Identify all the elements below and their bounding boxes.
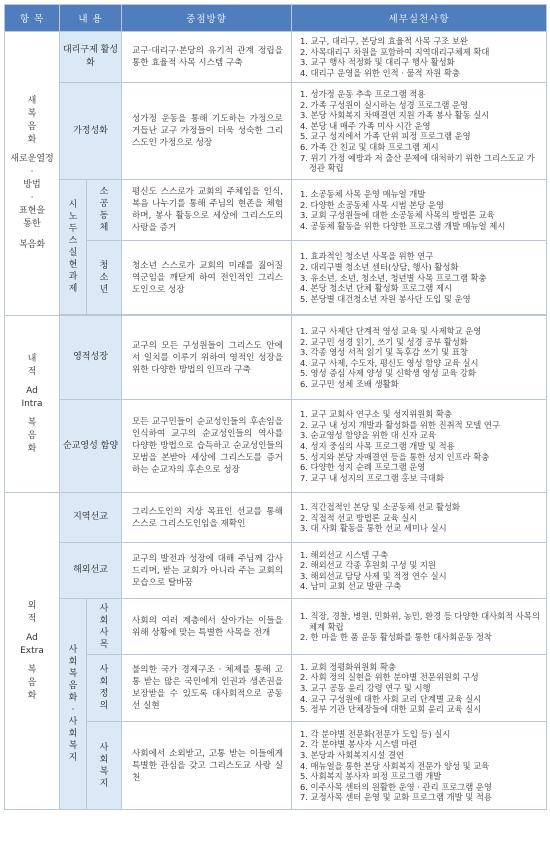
vertical-char: 내 [27, 353, 37, 364]
detail-item: 7. 교정사목 센터 운영 및 교화 프로그램 개발 및 적용 [300, 792, 492, 803]
detail-item: 5. 영성 증심 사제 양성 및 신학생 영성 교육 강화 [300, 368, 476, 379]
vertical-char: 회 [99, 615, 109, 626]
vertical-char: 동 [99, 211, 109, 222]
category-ad-extra [5, 493, 60, 810]
vertical-char: 복 [68, 741, 78, 752]
vertical-char: 목 [99, 639, 109, 650]
detail-item: 4. 남미 교회 선교 발판 구축 [300, 581, 402, 592]
detail-item: 1. 효과적인 청소년 사목을 위한 연구 [300, 251, 434, 262]
table-row [5, 316, 547, 400]
detail-item: 2. 직접적 선교 방법론 교육 실시 [300, 512, 418, 523]
policy-text: 교구의 모든 구성원들이 그리스도 안에서 일치를 이루기 위하여 영적인 성장을 위한 다양한 방법의 인프라 구축 [122, 316, 292, 400]
vertical-char: 새로운열정 [10, 154, 54, 165]
detail-item: 1. 직간접적인 본당 및 소공동체 선교 활성화 [300, 501, 460, 512]
vertical-char: Extra [20, 645, 44, 656]
content-local-mission: 지역선교 [60, 493, 122, 543]
vertical-char: 회 [68, 729, 78, 740]
vertical-char: 음 [27, 430, 37, 441]
vertical-char: 청 [99, 260, 109, 271]
vertical-char [5, 385, 59, 411]
detail-item: 1. 직장, 경찰, 병원, 민화위, 농민, 환경 등 다양한 대사회적 사목의 체계 확립 [300, 610, 540, 632]
vertical-char: 소 [99, 187, 109, 198]
detail-item: 4. 교구 사제, 수도자, 평신도 영성 함양 교육 실시 [300, 357, 479, 368]
header-policy: 중점방향 [122, 5, 292, 32]
detail-item: 2. 다양한 소공동체 사목 시범 본당 운영 [300, 199, 444, 210]
vertical-char: 화 [68, 693, 78, 704]
detail-item: 4. 공동체 활동을 위한 다양한 프로그램 개발 매뉴얼 제시 [300, 220, 506, 231]
subgroup-synod [60, 180, 87, 315]
header-details: 세부실천사항 [292, 5, 547, 32]
vertical-char: 회 [68, 657, 78, 668]
vertical-char [5, 417, 59, 456]
detail-item: 5. 사회복지 봉사자 피정 프로그램 개발 [300, 771, 442, 782]
detail-item: 5. 본당별 대건청소년 자원 봉사단 도입 및 운영 [300, 293, 471, 304]
detail-item: 1. 성가정 운동 추속 프로그램 적용 [300, 89, 426, 99]
vertical-char: 사 [99, 742, 109, 753]
vertical-char: 사 [99, 627, 109, 638]
detail-item: 3. 유소년, 소년, 청소년, 청년별 사목 프로그램 확충 [300, 272, 487, 283]
vertical-char: 음 [27, 122, 37, 133]
detail-item: 6. 이주사목 센터의 원활한 운영 · 관리 프로그램 운영 [300, 781, 492, 792]
detail-list [292, 722, 547, 810]
detail-item: 6. 교구민 성체 조배 생활화 [300, 379, 399, 390]
vertical-char: 정 [99, 689, 109, 700]
detail-item: 2. 한 마을 한 품 운동 활성화를 통한 대사회운동 정착 [300, 632, 492, 643]
detail-item: 2. 교구민 성경 읽기, 쓰기 및 성경 공부 활성화 [300, 336, 468, 347]
subgroup-social [60, 599, 87, 810]
vertical-char: · [30, 193, 34, 204]
detail-item: 3. 순교영성 함양을 위한 대 신자 교육 [300, 430, 436, 441]
table-row [5, 493, 547, 543]
vertical-char: 적 [27, 366, 37, 377]
vertical-char: Ad [26, 385, 38, 396]
vertical-char: 표현을 [18, 206, 46, 217]
detail-item: 3. 교구 공동 윤리 강령 연구 및 시행 [300, 683, 431, 694]
detail-list [292, 83, 547, 180]
vertical-char: 지 [99, 778, 109, 789]
category-new-evangelization [5, 32, 60, 316]
detail-item: 4. 대리구 운영을 위한 인적 · 물적 자원 확충 [300, 67, 460, 78]
detail-item: 2. 교구 내 성지 개발과 활성화를 위한 진취적 모델 연구 [300, 419, 500, 430]
table-row [5, 599, 547, 655]
vertical-char: 음 [27, 677, 37, 688]
detail-item: 2. 사회 정의 실현을 위한 분야별 전문위원회 구성 [300, 672, 479, 683]
detail-list [292, 316, 547, 400]
vertical-char: 복 [68, 669, 78, 680]
vertical-char: 회 [99, 754, 109, 765]
detail-item: 7. 교구 내 성지의 프로그램 홍보 극대화 [300, 472, 444, 483]
vertical-char [5, 632, 59, 658]
vertical-char: 체 [99, 223, 109, 234]
vertical-char: 의 [99, 701, 109, 712]
policy-text: 교구의 발전과 성장에 대해 주님께 감사드리며, 받는 교회가 아니라 주는 교회의 모습으로 탈바꿈 [122, 543, 292, 599]
detail-item: 1. 소공동체 사목 운영 매뉴얼 개발 [300, 189, 426, 200]
vertical-char: 회 [99, 677, 109, 688]
vertical-char: 공 [99, 199, 109, 210]
vertical-char: 방법 [23, 180, 41, 191]
detail-item: 3. 해외선교 담당 사제 및 적정 연수 실시 [300, 570, 447, 581]
vertical-char: Ad [26, 632, 38, 643]
detail-list [292, 400, 547, 493]
detail-item: 3. 교구 행사 적정화 및 대리구 행사 활성화 [300, 57, 455, 68]
table-row [5, 180, 547, 241]
vertical-char: 노 [68, 212, 78, 223]
vertical-char: 제 [68, 284, 78, 295]
detail-item: 5. 교구 성지에서 가족 단위 피정 프로그램 운영 [300, 131, 471, 142]
vertical-char: 시 [68, 200, 78, 211]
policy-text: 불의한 국가 경제구조 · 체제를 통해 고통 받는 많은 국민에게 인권과 생존권을 보장받을 수 있도록 대사회적으로 공동선 실현 [122, 655, 292, 722]
vertical-char: 화 [27, 443, 37, 454]
vertical-char: 복 [27, 417, 37, 428]
header-item: 항 목 [5, 5, 60, 32]
detail-item: 1. 해외선교 시스템 구축 [300, 549, 388, 560]
table-row [5, 32, 547, 83]
detail-item: 1. 교구, 대리구, 본당의 효율적 사목 구조 보완 [300, 36, 468, 46]
content-youth [87, 241, 122, 315]
vertical-char [5, 153, 59, 231]
vertical-char: 복음화 [18, 240, 46, 251]
table-row [5, 543, 547, 599]
content-social-ministry [87, 599, 122, 655]
table-row [5, 83, 547, 180]
vertical-char: 적 [27, 613, 37, 624]
detail-item: 3. 대 사회 활동을 통한 선교 세미나 실시 [300, 523, 447, 534]
policy-text: 교구·대리구·본당의 유기적 관계 정립을 통한 효율적 사목 시스템 구축 [122, 32, 292, 83]
vertical-char: 화 [27, 690, 37, 701]
detail-item: 6. 다양한 성지 순례 프로그램 운영 [300, 462, 426, 473]
vertical-char: 외 [27, 600, 37, 611]
table-row [5, 241, 547, 315]
detail-item: 2. 각 분야별 봉사자 시스템 마련 [300, 739, 418, 750]
detail-list [292, 241, 547, 315]
table-row [5, 400, 547, 493]
detail-list [292, 599, 547, 655]
detail-item: 4. 매뉴얼을 통한 본당 사회복지 전문가 양성 및 교육 [300, 760, 490, 771]
policy-text: 청소년 스스로가 교회의 미래를 짊어질 역군임을 깨닫게 하여 전인적인 그리스도인으로 성장 [122, 241, 292, 315]
vertical-char: 년 [99, 284, 109, 295]
policy-text: 모든 교구민들이 순교성인들의 후손임을 인식하여 교구의 순교성인들의 역사를 다양한 방법으로 습득하고 순교성인들의 모범을 본받아 세상에 그리스도를 증거하는 순교자의 후손으로 성장 [122, 400, 292, 493]
vertical-char: 사 [68, 645, 78, 656]
vertical-char: Intra [21, 398, 43, 409]
vertical-char: 소 [99, 272, 109, 283]
vertical-char: 지 [68, 753, 78, 764]
vertical-char: 사 [99, 665, 109, 676]
detail-item: 5. 정부 기관 단체장들에 대한 교회 윤리 교육 실시 [300, 704, 482, 715]
vertical-char: 복 [27, 664, 37, 675]
detail-item: 3. 교회 구성원들에 대한 소공동체 사목의 방법론 교육 [300, 210, 495, 221]
vertical-char: 실 [68, 248, 78, 259]
vertical-char: · [30, 167, 34, 178]
vertical-char: 통한 [23, 219, 41, 230]
content-vicariate: 대리구제 활성화 [60, 32, 122, 83]
vertical-char: 현 [68, 260, 78, 271]
content-spiritual-growth: 영적성장 [60, 316, 122, 400]
vertical-char: · [71, 705, 75, 716]
detail-item: 1. 교구 사제단 단계적 영성 교육 및 사제학교 운영 [300, 326, 482, 337]
detail-item: 2. 사목대리구 차원을 포함하여 지역대리구체제 확대 [300, 46, 490, 57]
detail-item: 3. 본당과 사회복지시설 결연 [300, 749, 404, 760]
vertical-char: 사 [99, 603, 109, 614]
detail-item: 1. 교회 정평화위원회 확충 [300, 661, 396, 672]
detail-list [292, 180, 547, 241]
table-row [5, 655, 547, 722]
vertical-char: 음 [68, 681, 78, 692]
vertical-char: 복 [27, 109, 37, 120]
detail-item: 3. 본당 사회복지 차매결연 지원 가족 봉사 활동 실시 [300, 110, 490, 121]
vertical-char: 사 [68, 717, 78, 728]
vertical-char [5, 664, 59, 703]
detail-list [292, 655, 547, 722]
policy-text: 성가정 운동을 통해 기도하는 가정으로 거듭난 교구 가정들이 더욱 성숙한 그리스도인 가정으로 성장 [122, 83, 292, 180]
content-social-welfare [87, 722, 122, 810]
policy-text: 사회의 여러 계층에서 살아가는 이들을 위해 상황에 맞는 특별한 사목을 전개 [122, 599, 292, 655]
vertical-char: 새 [27, 96, 37, 107]
policy-text: 평신도 스스로가 교회의 주체임을 인식, 복음 나누기를 통해 주님의 현존을 체험하며, 봉사 활동으로 세상에 그리스도의 사랑을 증거 [122, 180, 292, 241]
vertical-char: 스 [68, 236, 78, 247]
vertical-char: 복 [99, 766, 109, 777]
detail-item: 4. 본당 내 매주 가족 미사 시간 운영 [300, 120, 431, 131]
detail-item: 4. 성지 중심의 사목 프로그램 개발 및 적용 [300, 441, 455, 452]
detail-item: 2. 해외선교 각종 후원회 구성 및 지원 [300, 560, 436, 571]
policy-text: 사회에서 소외받고, 고통 받는 이들에게 특별한 관심을 갖고 그리스도교 사랑 실천 [122, 722, 292, 810]
content-martyr-spirituality: 순교영성 함양 [60, 400, 122, 493]
category-ad-intra [5, 316, 60, 493]
detail-item: 7. 위기 가정 예방과 저 출산 문제에 대처하기 위한 그리스도교 가정관 확립 [300, 152, 535, 174]
detail-list [292, 543, 547, 599]
detail-item: 4. 교구 구성원에 대한 사회 교리 단계별 교육 실시 [300, 693, 482, 704]
content-social-justice [87, 655, 122, 722]
table-header-row [5, 5, 547, 32]
detail-item: 1. 각 분야별 전문화(전문가 도입 등) 실시 [300, 728, 451, 739]
detail-item: 2. 대리구별 청소년 센터(상담, 행사) 활성화 [300, 261, 459, 272]
content-overseas-mission: 해외선교 [60, 543, 122, 599]
header-content: 내 용 [60, 5, 122, 32]
content-family: 가정성화 [60, 83, 122, 180]
detail-item: 5. 성지와 본당 자매결연 등을 통한 성지 인프라 확충 [300, 451, 490, 462]
pastoral-plan-table [4, 4, 547, 810]
content-small-community [87, 180, 122, 241]
detail-list [292, 32, 547, 83]
vertical-char: 두 [68, 224, 78, 235]
policy-text: 그리스도인의 지상 목표인 선교를 통해 스스로 그리스도인임을 재확인 [122, 493, 292, 543]
table-row [5, 722, 547, 810]
detail-list [292, 493, 547, 543]
detail-item: 6. 가족 간 친교 및 대화 프로그램 제시 [300, 141, 439, 152]
vertical-char: 화 [27, 135, 37, 146]
detail-item: 3. 각종 영성 서적 읽기 및 독후감 쓰기 및 표창 [300, 347, 468, 358]
detail-item: 2. 가족 구성원이 실시하는 성경 프로그램 운영 [300, 99, 469, 110]
detail-item: 4. 본당 청소년 단체 활성화 프로그램 제시 [300, 283, 452, 294]
vertical-char: 과 [68, 272, 78, 283]
detail-item: 1. 교구 교회사 연구소 및 성지위원회 확충 [300, 409, 452, 420]
